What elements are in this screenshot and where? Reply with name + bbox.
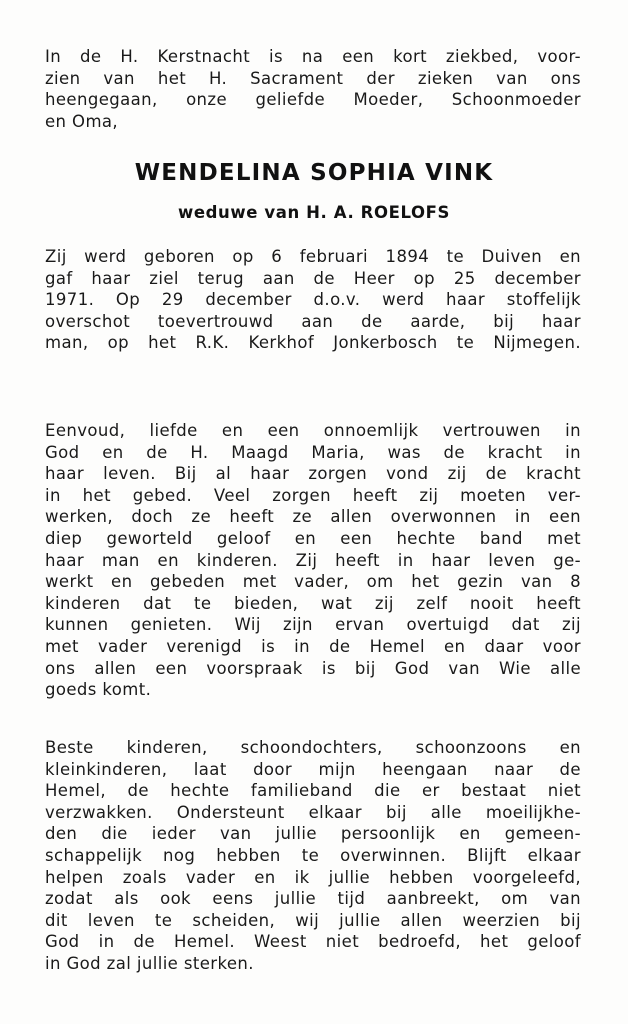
text-line: man, op het R.K. Kerkhof Jonkerbosch te Nijmegen.	[45, 333, 581, 353]
text-line: zien van het H. Sacrament der zieken van ons	[45, 68, 581, 88]
text-line: den die ieder van jullie persoonlijk en gemeen-	[45, 824, 581, 844]
text-line: gaf haar ziel terug aan de Heer op 25 december	[45, 268, 581, 288]
text-line: ons allen een voorspraak is bij God van Wie alle	[45, 658, 581, 678]
text-line: helpen zoals vader en ik jullie hebben voorgeleefd,	[45, 867, 581, 887]
text-line: met vader verenigd is in de Hemel en daar voor	[45, 636, 581, 656]
text-line: in God zal jullie sterken.	[45, 953, 254, 973]
widow-of-line: weduwe van H. A. ROELOFS	[178, 203, 450, 222]
farewell-paragraph	[45, 737, 581, 975]
text-line: schappelijk nog hebben te overwinnen. Blijft elkaar	[45, 845, 581, 865]
text-line: In de H. Kerstnacht is na een kort ziekbed, voor-	[45, 47, 581, 66]
intro-paragraph	[45, 46, 581, 132]
text-line: werkt en gebeden met vader, om het gezin van 8	[45, 572, 581, 592]
text-line: in het gebed. Veel zorgen heeft zij moeten ver-	[45, 485, 581, 505]
text-line: werken, doch ze heeft ze allen overwonnen in een	[45, 507, 581, 527]
text-line: diep geworteld geloof en een hechte band met	[45, 528, 581, 548]
text-line: zodat als ook eens jullie tijd aanbreekt, om van	[45, 889, 581, 909]
text-line: God en de H. Maagd Maria, was de kracht in	[45, 442, 581, 462]
text-line: haar man en kinderen. Zij heeft in haar leven ge-	[45, 550, 581, 570]
text-line: 1971. Op 29 december d.o.v. werd haar stoffelijk	[45, 290, 581, 310]
text-line: Hemel, de hechte familieband die er bestaat niet	[45, 781, 581, 801]
text-line: overschot toevertrouwd aan de aarde, bij haar	[45, 311, 581, 331]
text-line: kinderen dat te bieden, wat zij zelf nooit heeft	[45, 593, 581, 613]
text-line: verzwakken. Ondersteunt elkaar bij alle moeilijkhe-	[45, 802, 581, 822]
text-line: Zij werd geboren op 6 februari 1894 te Duiven en	[45, 247, 581, 266]
text-line: dit leven te scheiden, wij jullie allen weerzien bij	[45, 910, 581, 930]
text-line: Eenvoud, liefde en een onnoemlijk vertrouwen in	[45, 421, 581, 440]
text-line: goeds komt.	[45, 680, 152, 700]
deceased-name: WENDELINA SOPHIA VINK	[134, 160, 494, 186]
text-line: haar leven. Bij al haar zorgen vond zij de kracht	[45, 464, 581, 484]
text-line: en Oma,	[45, 111, 119, 131]
text-line: God in de Hemel. Weest niet bedroefd, het geloof	[45, 932, 581, 952]
birth-death-paragraph	[45, 246, 581, 354]
text-line: kunnen genieten. Wij zijn ervan overtuigd dat zij	[45, 615, 581, 635]
tribute-paragraph	[45, 420, 581, 701]
text-line: Beste kinderen, schoondochters, schoonzoons en	[45, 738, 581, 757]
text-line: heengegaan, onze geliefde Moeder, Schoonmoeder	[45, 90, 581, 110]
text-line: kleinkinderen, laat door mijn heengaan naar de	[45, 759, 581, 779]
